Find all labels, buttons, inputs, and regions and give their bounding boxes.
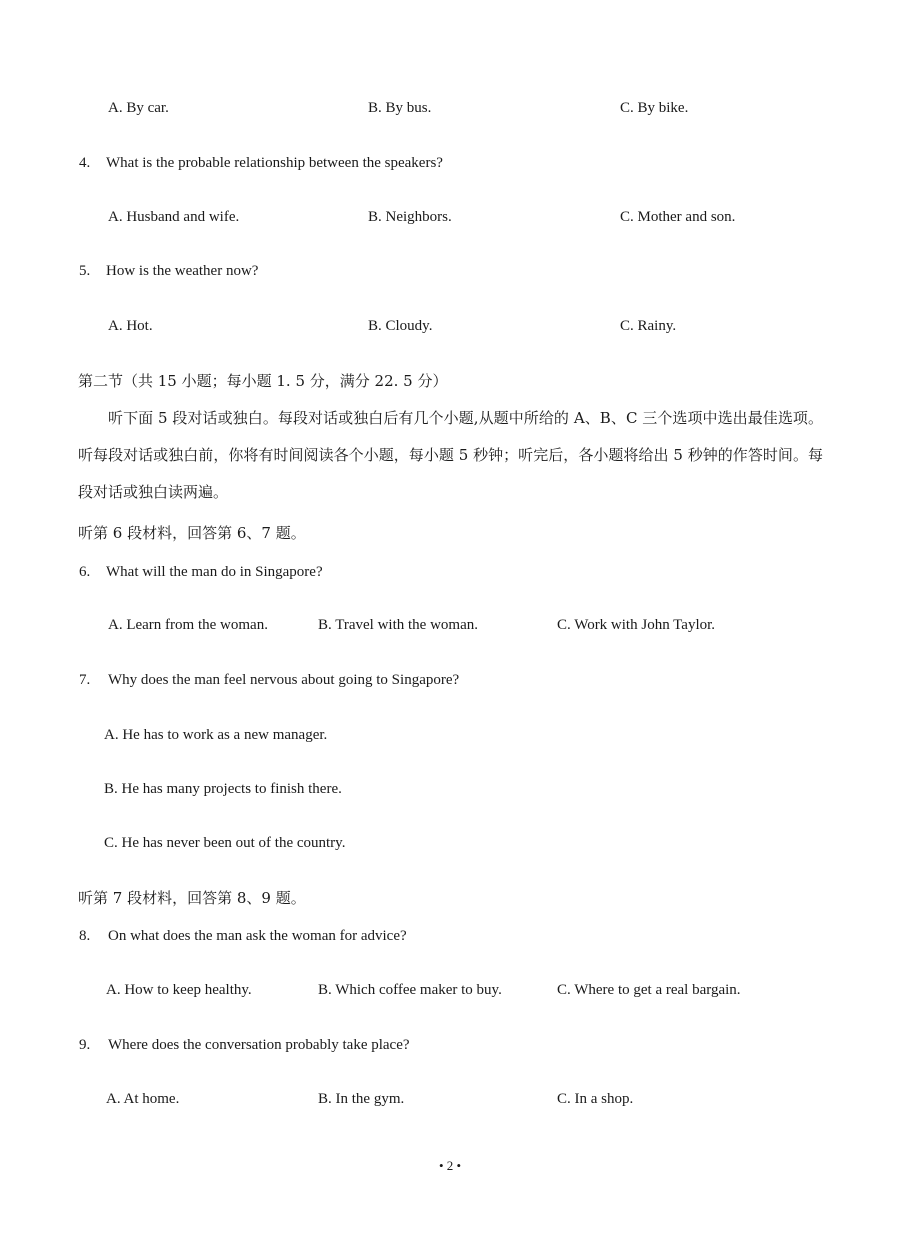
- q4-question: What is the probable relationship between the speakers?: [106, 155, 443, 171]
- section-heading: 第二节（共 15 小题；每小题 1. 5 分，满分 22. 5 分）: [78, 372, 448, 390]
- q8-option-c: C. Where to get a real bargain.: [557, 982, 741, 998]
- q4-number: 4.: [79, 155, 91, 171]
- q6-question: What will the man do in Singapore?: [106, 564, 323, 580]
- q4-option-b: B. Neighbors.: [368, 209, 452, 225]
- q9-number: 9.: [79, 1037, 91, 1053]
- q7-number: 7.: [79, 672, 91, 688]
- q7-option-b: B. He has many projects to finish there.: [104, 781, 342, 797]
- q8-question: On what does the man ask the woman for advice?: [108, 928, 407, 944]
- q5-option-a: A. Hot.: [108, 318, 153, 334]
- q4-option-a: A. Husband and wife.: [108, 209, 240, 225]
- q8-option-b: B. Which coffee maker to buy.: [318, 982, 502, 998]
- material-6-label: 听第 6 段材料，回答第 6、7 题。: [78, 524, 306, 542]
- q4-option-c: C. Mother and son.: [620, 209, 736, 225]
- q9-option-a: A. At home.: [106, 1091, 180, 1107]
- q3-option-a: A. By car.: [108, 100, 169, 116]
- q3-option-c: C. By bike.: [620, 100, 689, 116]
- q6-option-a: A. Learn from the woman.: [108, 617, 268, 633]
- q9-option-c: C. In a shop.: [557, 1091, 634, 1107]
- material-7-label: 听第 7 段材料，回答第 8、9 题。: [78, 889, 306, 907]
- section-instructions: 听下面 5 段对话或独白。每段对话或独白后有几个小题,从题中所给的 A、B、C 三个选项中选出最佳选项。听每段对话或独白前，你将有时间阅读各个小题，每小题 5 秒钟；听完后，各小题将给出 5 秒钟的作答时间。每段对话或独白读两遍。: [78, 409, 823, 501]
- q7-option-c: C. He has never been out of the country.: [104, 835, 346, 851]
- q8-number: 8.: [79, 928, 91, 944]
- q9-question: Where does the conversation probably take place?: [108, 1037, 410, 1053]
- q5-option-b: B. Cloudy.: [368, 318, 433, 334]
- q6-option-c: C. Work with John Taylor.: [557, 617, 716, 633]
- q6-option-b: B. Travel with the woman.: [318, 617, 478, 633]
- q5-question: How is the weather now?: [106, 263, 259, 279]
- q7-option-a: A. He has to work as a new manager.: [104, 727, 328, 743]
- q7-question: Why does the man feel nervous about going to Singapore?: [108, 672, 460, 688]
- q5-option-c: C. Rainy.: [620, 318, 677, 334]
- q8-option-a: A. How to keep healthy.: [106, 982, 252, 998]
- q9-option-b: B. In the gym.: [318, 1091, 405, 1107]
- page-number: • 2 •: [438, 1158, 462, 1173]
- q3-option-b: B. By bus.: [368, 100, 432, 116]
- q6-number: 6.: [79, 564, 91, 580]
- q5-number: 5.: [79, 263, 91, 279]
